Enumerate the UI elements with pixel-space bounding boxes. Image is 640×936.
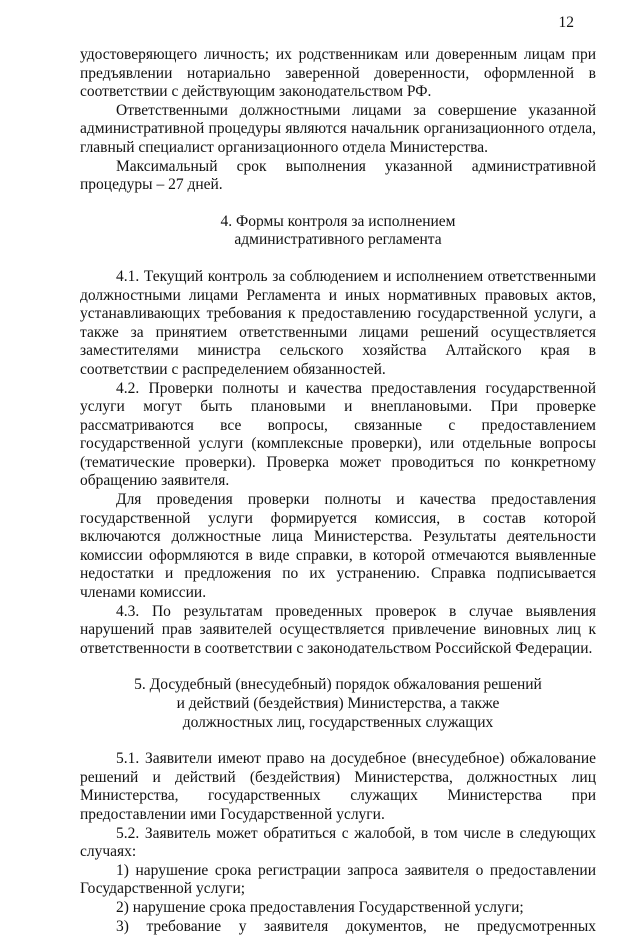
paragraph: 5.1. Заявители имеют право на досудебное (внесудебное) обжалование решений и действий (бездействия) Министерства, должностных лиц Министерства, государственных служащих Министерства при предоставлении ими Государственной услуги. [80,750,596,823]
page-number: 12 [558,14,574,31]
list-item: 3) требование у заявителя документов, не предусмотренных [116,917,596,935]
paragraph: 4.2. Проверки полноты и качества предоставления государственной услуги могут быть плановыми и внеплановыми. При проверке рассматриваются все вопросы, связанные с предоставлением государственной услуги (комплексные проверки), или отдельные вопросы (тематические проверки). Проверка может проводиться по конкретному обращению заявителя. [80,379,596,490]
list-item: 1) нарушение срока регистрации запроса заявителя о предоставлении Государственной услуги; [80,861,596,898]
section-5-heading-line2: и действий (бездействия) Министерства, а также [176,695,500,712]
list-item: 2) нарушение срока предоставления Государственной услуги; [116,898,524,916]
paragraph: удостоверяющего личность; их родственникам или доверенным лицам при предъявлении нотариально заверенной доверенности, оформленной в соответствии с действующим законодательством РФ. [80,46,596,101]
paragraph: Максимальный срок выполнения указанной административной процедуры – 27 дней. [80,157,596,194]
paragraph: 4.3. По результатам проведенных проверок в случае выявления нарушений прав заявителей осуществляется привлечение виновных лиц к ответственности в соответствии с законодательством Российской Федерации. [80,602,596,657]
paragraph: Ответственными должностными лицами за совершение указанной административной процедуры являются начальник организационного отдела, главный специалист организационного отдела Министерства. [80,101,596,156]
document-body [80,46,596,936]
section-4-heading-line2: административного регламента [234,231,442,249]
section-5-heading-line3: должностных лиц, государственных служащих [182,713,494,731]
paragraph: 4.1. Текущий контроль за соблюдением и исполнением ответственными должностными лицами Регламента и иных нормативных правовых актов, устанавливающих требования к предоставлению государственной услуги, а также за принятием ответственными лицами решений осуществляется заместителями министра сельского хозяйства Алтайского края в соответствии с распределением обязанностей. [80,267,596,378]
paragraph: 5.2. Заявитель может обратиться с жалобой, в том числе в следующих случаях: [80,824,596,861]
section-4-heading: 4. Формы контроля за исполнением [220,212,456,230]
paragraph: Для проведения проверки полноты и качества предоставления государственной услуги формируется комиссия, в состав которой включаются должностные лица Министерства. Результаты деятельности комиссии оформляются в виде справки, в которой отмечаются выявленные недостатки и предложения по их устранению. Справка подписывается членами комиссии. [80,491,596,602]
section-5-heading: 5. Досудебный (внесудебный) порядок обжалования решений [134,676,542,694]
